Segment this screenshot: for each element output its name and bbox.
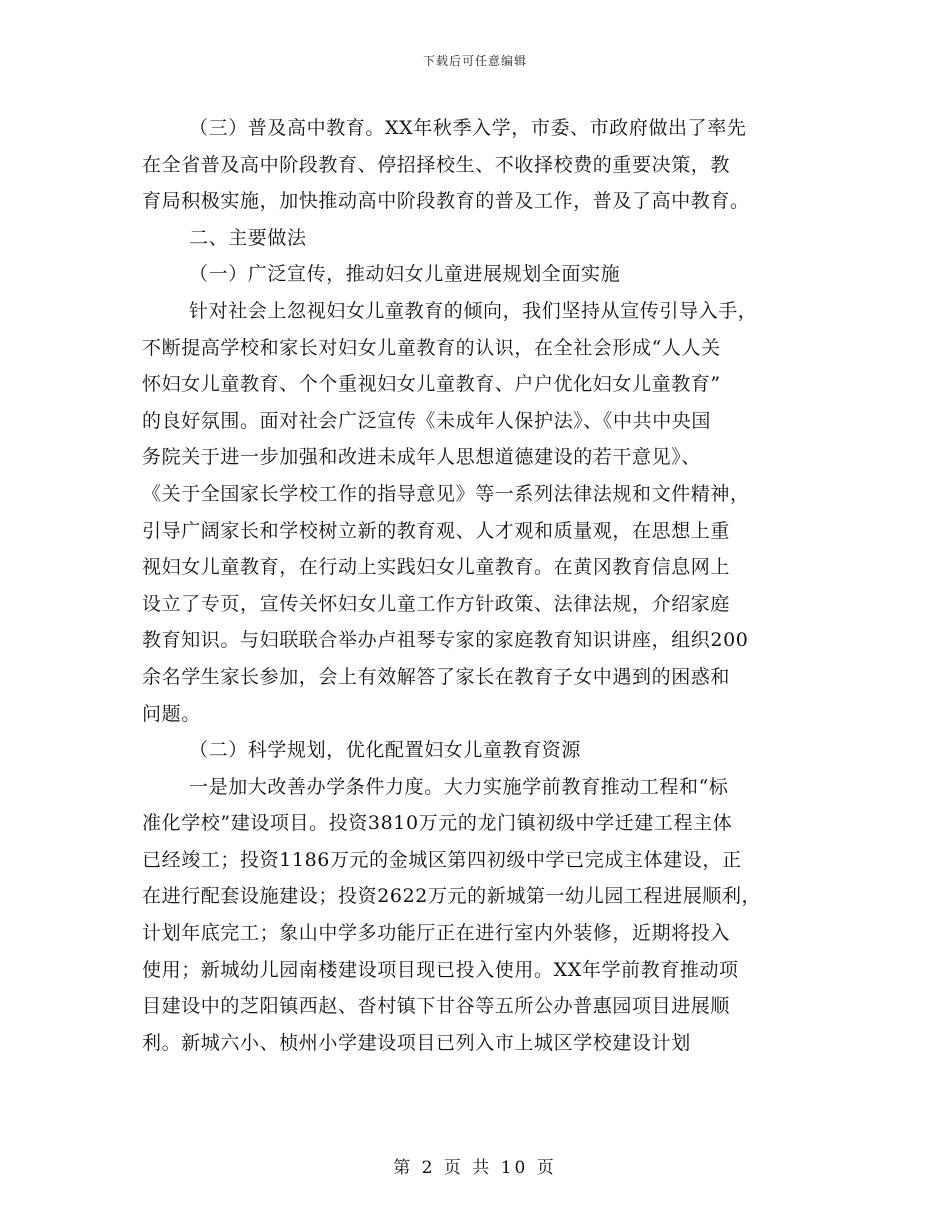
text-line: 问题。	[142, 702, 201, 725]
section-heading: 二、主要做法	[189, 226, 307, 249]
text-line: 利。新城六小、桢州小学建设项目已列入市上城区学校建设计划	[142, 1031, 691, 1054]
text-line: 计划年底完工；象山中学多功能厅正在进行室内外装修，近期将投入	[142, 922, 731, 945]
subsection-heading: （二）科学规划，优化配置妇女儿童教育资源	[189, 739, 582, 762]
document-body	[142, 110, 822, 1061]
text-line: 使用；新城幼儿园南楼建设项目现已投入使用。XX年学前教育推动项	[142, 958, 739, 981]
text-line: 在进行配套设施建设；投资2622万元的新城第一幼儿园工程进展顺利，	[142, 885, 762, 908]
text-line: 针对社会上忽视妇女儿童教育的倾向，我们坚持从宣传引导入手，	[189, 299, 758, 322]
text-line: 目建设中的芝阳镇西赵、沓村镇下甘谷等五所公办普惠园项目进展顺	[142, 995, 731, 1018]
subsection-heading: （一）广泛宣传，推动妇女儿童进展规划全面实施	[189, 263, 621, 286]
text-line: 的良好氛围。面对社会广泛宣传《未成年人保护法》、《中共中央国	[142, 409, 712, 432]
text-line: 《关于全国家长学校工作的指导意见》等一系列法律法规和文件精神，	[142, 482, 750, 505]
text-line: 一是加大改善办学条件力度。大力实施学前教育推动工程和“标	[189, 775, 729, 798]
text-line: 引导广阔家长和学校树立新的教育观、人才观和质量观，在思想上重	[142, 519, 731, 542]
text-line: 余名学生家长参加，会上有效解答了家长在教育子女中遇到的困惑和	[142, 665, 731, 688]
text-line: 教育知识。与妇联联合举办卢祖琴专家的家庭教育知识讲座，组织200	[142, 629, 749, 652]
text-line: 在全省普及高中阶段教育、停招择校生、不收择校费的重要决策，教	[142, 153, 731, 176]
page-number-footer: 第 2 页 共 10 页	[393, 1158, 557, 1178]
text-line: 育局积极实施，加快推动高中阶段教育的普及工作，普及了高中教育。	[142, 190, 750, 213]
page-header: 下载后可任意编辑	[422, 54, 527, 68]
text-line: （三）普及高中教育。XX年秋季入学，市委、市政府做出了率先	[189, 117, 747, 139]
text-line: 设立了专页，宣传关怀妇女儿童工作方针政策、法律法规，介绍家庭	[142, 592, 731, 615]
text-line: 视妇女儿童教育，在行动上实践妇女儿童教育。在黄冈教育信息网上	[142, 556, 731, 579]
text-line: 已经竣工；投资1186万元的金城区第四初级中学已完成主体建设，正	[142, 848, 742, 871]
text-line: 准化学校”建设项目。投资3810万元的龙门镇初级中学迁建工程主体	[142, 812, 733, 835]
text-line: 怀妇女儿童教育、个个重视妇女儿童教育、户户优化妇女儿童教育”	[142, 373, 721, 396]
text-line: 务院关于进一步加强和改进未成年人思想道德建设的若干意见》、	[142, 446, 701, 469]
text-line: 不断提高学校和家长对妇女儿童教育的认识，在全社会形成“人人关	[142, 336, 721, 359]
